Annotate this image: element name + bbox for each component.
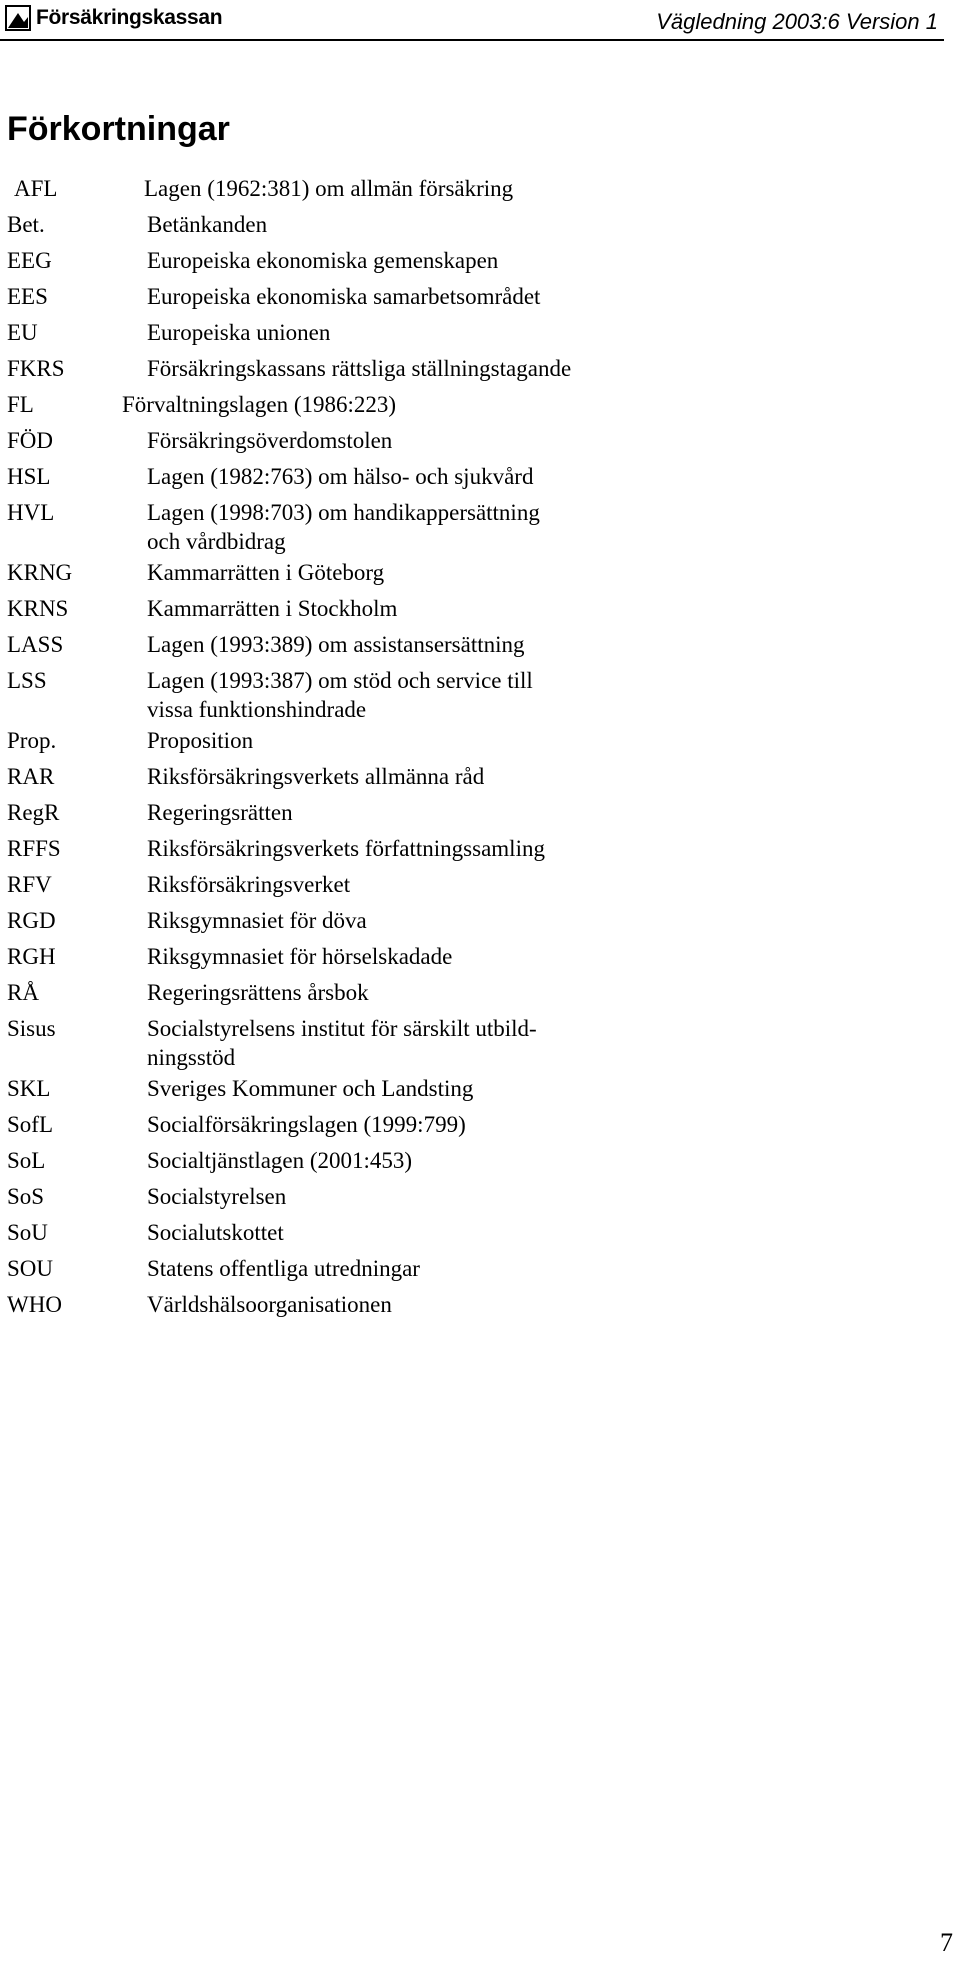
abbreviation-definition: Betänkanden bbox=[147, 212, 268, 237]
abbreviation-definition: Socialförsäkringslagen (1999:799) bbox=[147, 1112, 466, 1137]
abbreviation-term: FKRS bbox=[7, 356, 65, 381]
abbreviation-term: SoL bbox=[7, 1148, 46, 1173]
abbreviation-term: RAR bbox=[7, 764, 55, 789]
abbreviation-term: SoS bbox=[7, 1184, 45, 1209]
abbreviation-definition: Europeiska unionen bbox=[147, 320, 331, 345]
abbreviation-term: EEG bbox=[7, 248, 52, 273]
abbreviation-term: EU bbox=[7, 320, 38, 345]
abbreviation-term: AFL bbox=[14, 176, 58, 201]
abbreviation-term: EES bbox=[7, 284, 48, 309]
abbreviation-definition: Socialutskottet bbox=[147, 1220, 284, 1245]
abbreviation-definition: Socialtjänstlagen (2001:453) bbox=[147, 1148, 413, 1173]
abbreviation-term: HSL bbox=[7, 464, 51, 489]
abbreviation-term: RGH bbox=[7, 944, 56, 969]
abbreviation-term: RegR bbox=[7, 800, 60, 825]
document-reference: Vägledning 2003:6 Version 1 bbox=[656, 9, 938, 34]
abbreviation-definition: Lagen (1993:387) om stöd och service till vissa funktionshindrade bbox=[147, 668, 533, 722]
abbreviation-term: RFV bbox=[7, 872, 52, 897]
abbreviation-definition: Kammarrätten i Stockholm bbox=[147, 596, 398, 621]
abbreviation-term: HVL bbox=[7, 500, 55, 525]
abbreviation-term: RÅ bbox=[7, 980, 39, 1005]
abbreviation-term: RFFS bbox=[7, 836, 61, 861]
abbreviation-term: LSS bbox=[7, 668, 47, 693]
page-header bbox=[0, 0, 944, 40]
abbreviation-definition: Riksförsäkringsverkets författningssamling bbox=[147, 836, 545, 861]
abbreviation-term: FL bbox=[7, 392, 34, 417]
brand-name: Försäkringskassan bbox=[36, 6, 223, 29]
abbreviation-definition: Europeiska ekonomiska samarbetsområdet bbox=[147, 284, 541, 309]
abbreviation-definition: Sveriges Kommuner och Landsting bbox=[147, 1076, 474, 1101]
abbreviation-term: SoU bbox=[7, 1220, 48, 1245]
abbreviation-definition: Riksförsäkringsverkets allmänna råd bbox=[147, 764, 485, 789]
page-title: Förkortningar bbox=[7, 110, 230, 148]
abbreviation-definition: Kammarrätten i Göteborg bbox=[147, 560, 385, 585]
abbreviation-definition: Riksgymnasiet för döva bbox=[147, 908, 367, 933]
abbreviation-term: RGD bbox=[7, 908, 56, 933]
abbreviation-definition: Riksgymnasiet för hörselskadade bbox=[147, 944, 453, 969]
abbreviation-definition: Lagen (1993:389) om assistansersättning bbox=[147, 632, 525, 657]
abbreviation-term: LASS bbox=[7, 632, 64, 657]
abbreviation-definition: Förvaltningslagen (1986:223) bbox=[122, 392, 397, 417]
abbreviation-definition: Statens offentliga utredningar bbox=[147, 1256, 420, 1281]
abbreviation-term: Bet. bbox=[7, 212, 45, 237]
abbreviation-term: WHO bbox=[7, 1292, 62, 1317]
abbreviation-definition: Försäkringsöverdomstolen bbox=[147, 428, 393, 453]
abbreviation-term: Sisus bbox=[7, 1016, 56, 1041]
abbreviation-term: KRNS bbox=[7, 596, 69, 621]
abbreviation-definition: Socialstyrelsens institut för särskilt utbild- ningsstöd bbox=[147, 1016, 537, 1070]
abbreviation-term: FÖD bbox=[7, 428, 54, 453]
abbreviation-term: Prop. bbox=[7, 728, 57, 753]
page-number: 7 bbox=[940, 1928, 953, 1957]
abbreviation-definition: Proposition bbox=[147, 728, 254, 753]
abbreviation-definition: Lagen (1998:703) om handikappersättning och vårdbidrag bbox=[147, 500, 540, 554]
brand-logo bbox=[5, 5, 222, 31]
header-divider bbox=[0, 39, 944, 41]
abbreviation-term: SofL bbox=[7, 1112, 53, 1137]
abbreviation-term: SKL bbox=[7, 1076, 51, 1101]
abbreviation-definition: Socialstyrelsen bbox=[147, 1184, 287, 1209]
abbreviation-term: KRNG bbox=[7, 560, 73, 585]
abbreviation-definition: Europeiska ekonomiska gemenskapen bbox=[147, 248, 499, 273]
abbreviation-definition: Försäkringskassans rättsliga ställningstagande bbox=[147, 356, 572, 381]
abbreviation-definition: Regeringsrätten bbox=[147, 800, 293, 825]
forsakringskassan-logo-icon bbox=[5, 5, 31, 31]
abbreviation-definition: Lagen (1982:763) om hälso- och sjukvård bbox=[147, 464, 534, 489]
abbreviation-definition: Regeringsrättens årsbok bbox=[147, 980, 369, 1005]
abbreviation-definition: Riksförsäkringsverket bbox=[147, 872, 351, 897]
abbreviation-definition: Världshälsoorganisationen bbox=[147, 1292, 392, 1317]
abbreviation-definition: Lagen (1962:381) om allmän försäkring bbox=[144, 176, 514, 201]
abbreviation-term: SOU bbox=[7, 1256, 54, 1281]
